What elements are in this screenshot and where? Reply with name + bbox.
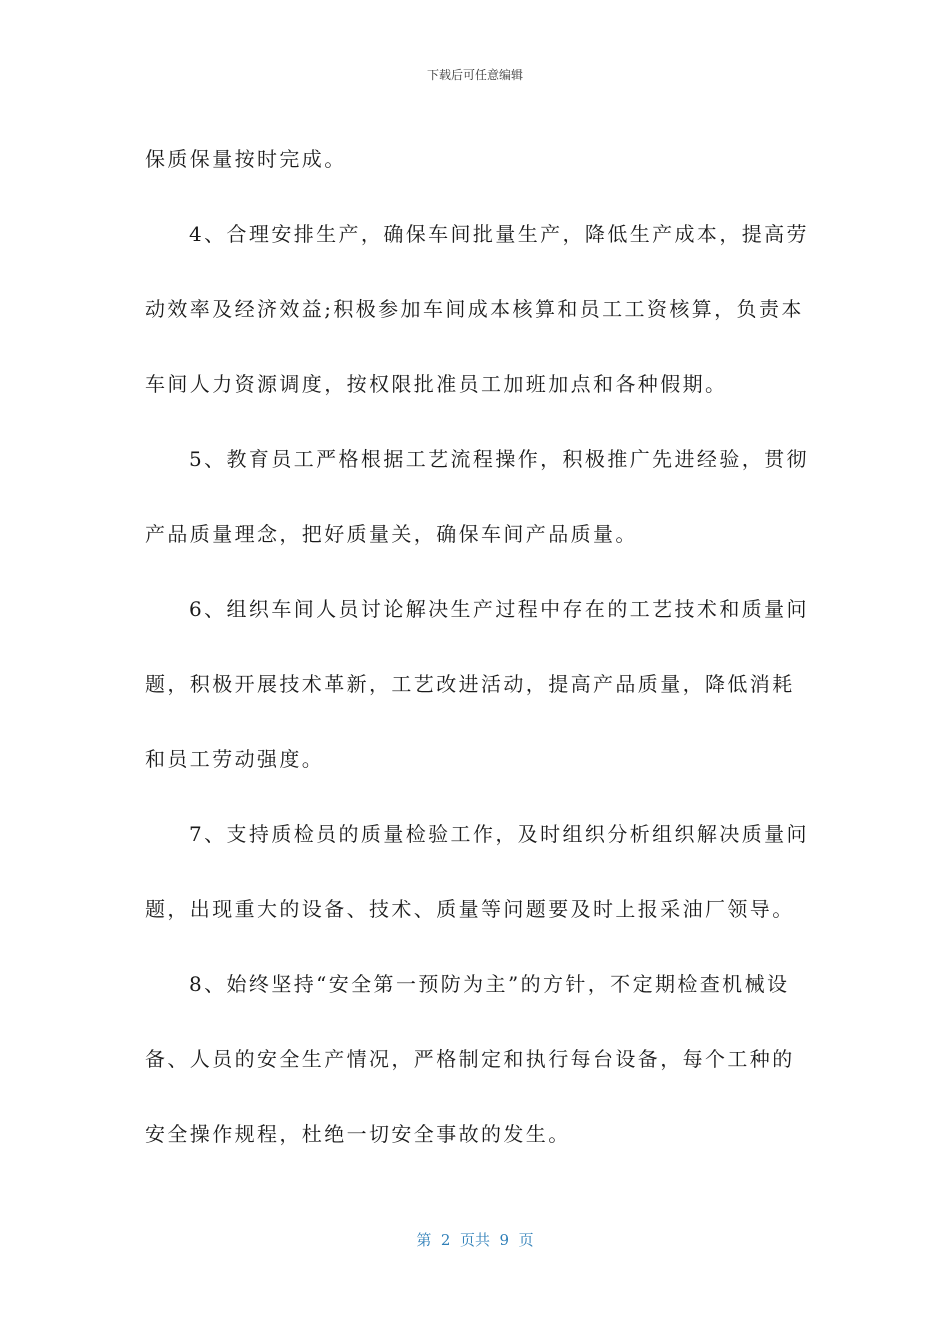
body-line: 备、人员的安全生产情况，严格制定和执行每台设备，每个工种的 <box>145 1047 795 1071</box>
body-line: 8、始终坚持“安全第一预防为主”的方针，不定期检查机械设 <box>189 972 790 996</box>
body-line: 7、支持质检员的质量检验工作，及时组织分析组织解决质量问 <box>189 822 809 846</box>
body-line: 4、合理安排生产，确保车间批量生产，降低生产成本，提高劳 <box>189 222 809 246</box>
body-line: 动效率及经济效益;积极参加车间成本核算和员工工资核算，负责本 <box>145 297 804 321</box>
body-line: 安全操作规程，杜绝一切安全事故的发生。 <box>145 1122 571 1146</box>
header-note: 下载后可任意编辑 <box>426 68 523 82</box>
body-line: 车间人力资源调度，按权限批准员工加班加点和各种假期。 <box>145 372 728 396</box>
body-line: 题，出现重大的设备、技术、质量等问题要及时上报采油厂领导。 <box>145 897 795 921</box>
body-line: 和员工劳动强度。 <box>145 747 325 771</box>
page-number: 第 2 页共 9 页 <box>416 1231 534 1249</box>
body-line: 题，积极开展技术革新，工艺改进活动，提高产品质量，降低消耗 <box>145 672 795 696</box>
body-line: 产品质量理念，把好质量关，确保车间产品质量。 <box>145 522 638 546</box>
document-body <box>145 122 809 1172</box>
body-line: 5、教育员工严格根据工艺流程操作，积极推广先进经验，贯彻 <box>189 447 809 471</box>
body-line: 6、组织车间人员讨论解决生产过程中存在的工艺技术和质量问 <box>189 597 809 621</box>
body-line: 保质保量按时完成。 <box>145 147 347 171</box>
